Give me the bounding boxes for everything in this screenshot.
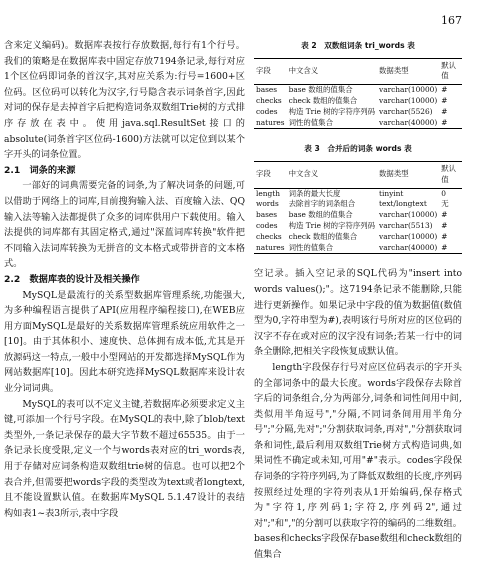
left-column bbox=[4, 38, 245, 521]
table-header-row bbox=[254, 58, 462, 85]
table-cell: varchar(10000) bbox=[379, 210, 438, 220]
table-cell: varchar(10000) bbox=[379, 95, 438, 105]
table-row bbox=[254, 107, 462, 118]
table-cell: bases bbox=[256, 85, 278, 95]
table-cell: 词条的最大长度 bbox=[288, 188, 341, 198]
table-cell: varchar(5526) bbox=[379, 106, 433, 116]
table-header-cell: 字段 bbox=[254, 58, 287, 85]
table-cell: # bbox=[441, 95, 448, 105]
right-paragraph-2: length字段保存行号对应区位码表示的字开头的全部词条中的最大长度。words字段保存去除首字后的词条组合,分为两部分,词条和词性间用中间,类似用半角逗号","分隔,不同词条间用用半角分号";"分隔,先对";"分割获取词条,再对","分割获取词条和词性,最后利用双数组Trie树方式构造词典,如果词性不确定或未知,可用"#"表示。codes字段保存词条的字符序列码,为了降低双数组的长度,序列码按照经过处理的字符列表从1开始编码,保存格式为"字符1,序列码1;字符2,序列码2",通过对";"和","的分割可以获取字符的编码的二维数组。bases和checks字段保存base数组和check数组的值集合 bbox=[254, 361, 462, 561]
table-header-cell: 默认值 bbox=[439, 161, 462, 188]
table-row bbox=[254, 96, 462, 107]
table-header-cell: 数据类型 bbox=[377, 161, 439, 188]
table-header-cell: 中文含义 bbox=[287, 161, 377, 188]
table-cell: # bbox=[441, 106, 448, 116]
table-cell: base 数组的值集合 bbox=[288, 210, 353, 220]
table-cell: 无 bbox=[441, 199, 449, 209]
table-cell: length bbox=[256, 188, 280, 198]
table-cell: # bbox=[441, 220, 448, 230]
table-cell: varchar(5513) bbox=[379, 220, 433, 230]
table-cell: varchar(40000) bbox=[377, 243, 439, 254]
table-cell: codes bbox=[256, 220, 278, 230]
table-cell: checks bbox=[256, 95, 282, 105]
table-cell: # bbox=[439, 243, 462, 254]
table-header-row bbox=[254, 161, 462, 188]
page-number: 167 bbox=[441, 14, 462, 27]
table-header-cell: 字段 bbox=[254, 161, 287, 188]
table-row bbox=[254, 243, 462, 254]
table-cell: text/longtext bbox=[379, 199, 427, 209]
section-2-1-paragraph: 一部好的词典需要完备的词条,为了解决词条的问题,可以借助于网络上的词库,目前搜狗输入法、百度输入法、QQ输入法等输入法都提供了众多的词库供用户下载使用。输入法提供的词库都有其固定格式,通过"深蓝词库转换"软件把不同输入法词库转换为无拼音的文本格式或带拼音的文本格式。 bbox=[4, 180, 245, 270]
table-2 bbox=[254, 58, 462, 130]
table-cell: codes bbox=[256, 106, 278, 116]
table-cell: varchar(40000) bbox=[377, 118, 439, 129]
table-cell: natures bbox=[254, 243, 287, 254]
table-row bbox=[254, 188, 462, 199]
table-header-cell: 数据类型 bbox=[377, 58, 439, 85]
table-cell: natures bbox=[254, 118, 287, 129]
table-row bbox=[254, 221, 462, 232]
table-cell: checks bbox=[256, 231, 282, 241]
table-cell: varchar(10000) bbox=[379, 85, 438, 95]
table-header-cell: 默认值 bbox=[439, 58, 462, 85]
table-cell: 词性的值集合 bbox=[287, 243, 377, 254]
section-2-2-paragraph-2: MySQL的表可以不定义主键,若数据库必须要求定义主键,可添加一个行号字段。在MySQL的表中,除了blob/text类型外,一条记录保存的最大字节数不超过65535。由于一条记录长度受限,定义一个与words表对应的tri_words表,用于存储对应词条构造双数组trie树的信息。也可以把2个表合并,但需要把words字段的类型改为text或者longtext,且不能设置默认值。在数据库MySQL 5.1.47设计的表结构如表1~表3所示,表中字段 bbox=[4, 398, 245, 519]
right-column bbox=[254, 38, 462, 563]
table-cell: # bbox=[439, 118, 462, 129]
table-cell: # bbox=[441, 85, 448, 95]
table-3 bbox=[254, 161, 462, 254]
table-cell: 构造 Trie 树的字符序列码 bbox=[288, 106, 376, 116]
table-cell: words bbox=[256, 199, 279, 209]
section-2-2-paragraph-1: MySQL是最流行的关系型数据库管理系统,功能强大,为多种编程语言提供了API(应用程序编程接口),在WEB应用方面MySQL是最好的关系数据库管理系统应用软件之一[10]。由于其体积小、速度快、总体拥有成本低,尤其是开放源码这一特点,一般中小型网站的开发都选择MySQL作为网站数据库[10]。因此本研究选择MySQL数据库来设计农业分词词典。 bbox=[4, 289, 245, 395]
table-cell: 0 bbox=[441, 188, 446, 198]
table-row bbox=[254, 232, 462, 243]
table-cell: tinyint bbox=[379, 188, 404, 198]
table-cell: base 数组的值集合 bbox=[288, 85, 353, 95]
right-paragraph-1: 空记录。插入空记录的SQL代码为"insert into words values();"。这7194条记录不能删除,只能进行更新操作。如果记录中字段的值为数据值(数值型为0,字符串型为#),表明该行号所对应的区位码的汉字不存在或对应的汉字没有词条;若某一行中的词条全删除,把相关字段恢复成默认值。 bbox=[254, 268, 462, 358]
table-cell: # bbox=[441, 231, 448, 241]
table-cell: varchar(10000) bbox=[379, 231, 438, 241]
table-row bbox=[254, 210, 462, 221]
table-cell: 词性的值集合 bbox=[287, 118, 377, 129]
table-cell: 去除首字的词条组合 bbox=[288, 199, 356, 209]
section-heading-2-2: 2.2 数据库表的设计及相关操作 bbox=[4, 273, 140, 285]
table-2-caption: 表 2 双数组词条 tri_words 表 bbox=[301, 41, 415, 50]
table-cell: bases bbox=[256, 210, 278, 220]
table-cell: check 数组的值集合 bbox=[288, 231, 358, 241]
table-row bbox=[254, 199, 462, 210]
section-heading-2-1: 2.1 词条的来源 bbox=[4, 164, 76, 176]
table-row bbox=[254, 85, 462, 96]
intro-paragraph: 含来定义编码)。数据库表按行存放数据,每行有1个行号。我们的策略是在数据库表中固定存放7194条记录,每行对应1个区位码即词条的首汉字,其对应关系为:行号=1600+区位码。区位码可以转化为汉字,行号隐含表示词条首字,因此对词的保存是去掉首字后把构造词条双数组Trie树的方式排序存放在表中。使用java.sql.ResultSet接口的absolute(词条首字区位码-1600)方法就可以定位到以某个字开头的词条位置。 bbox=[4, 40, 245, 161]
table-3-caption: 表 3 合并后的词条 words 表 bbox=[304, 144, 412, 154]
table-cell: check 数组的值集合 bbox=[288, 95, 358, 105]
table-cell: 构造 Trie 树的字符序列码 bbox=[288, 220, 376, 230]
table-row bbox=[254, 118, 462, 129]
table-cell: # bbox=[441, 210, 448, 220]
table-header-cell: 中文含义 bbox=[287, 58, 377, 85]
